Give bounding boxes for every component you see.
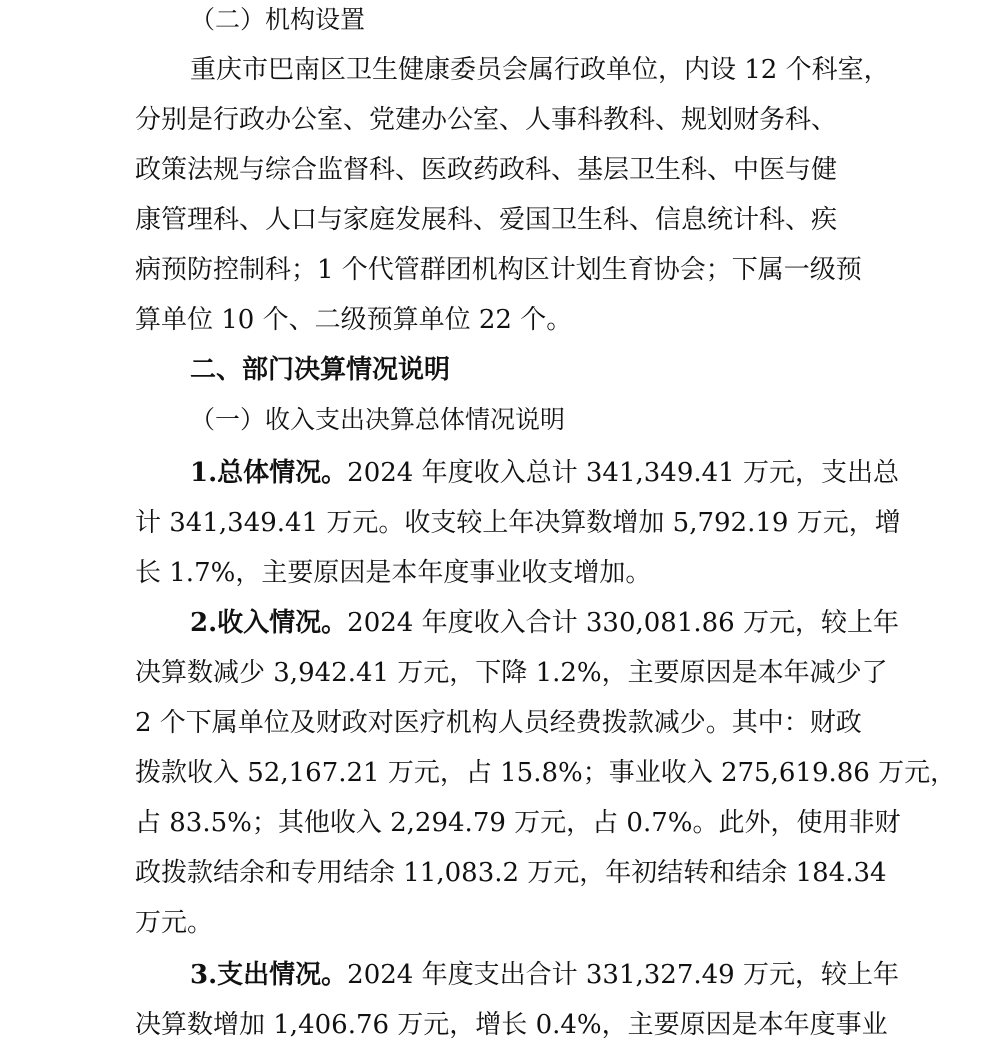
overall-line-3: 长 1.7%，主要原因是本年度事业收支增加。 <box>135 558 652 588</box>
org-line-6: 算单位 10 个、二级预算单位 22 个。 <box>135 305 573 335</box>
org-line-4: 康管理科、人口与家庭发展科、爱国卫生科、信息统计科、疾 <box>135 205 838 235</box>
expense-line-1 <box>190 950 899 1000</box>
section-two-subtitle: （一）收入支出决算总体情况说明 <box>190 405 566 434</box>
income-label: 2.收入情况。 <box>190 608 348 638</box>
income-line-1-text: 2024 年度收入合计 330,081.86 万元，较上年 <box>347 608 899 638</box>
expense-line-1-text: 2024 年度支出合计 331,327.49 万元，较上年 <box>347 960 899 990</box>
income-line-3: 2 个下属单位及财政对医疗机构人员经费拨款减少。其中：财政 <box>135 708 862 738</box>
income-line-2: 决算数减少 3,942.41 万元，下降 1.2%，主要原因是本年减少了 <box>135 658 888 688</box>
income-line-4: 拨款收入 52,167.21 万元，占 15.8%；事业收入 275,619.86 万元， <box>135 758 957 788</box>
income-line-7: 万元。 <box>135 908 214 938</box>
expense-line-2: 决算数增加 1,406.76 万元，增长 0.4%，主要原因是本年度事业 <box>135 1010 888 1040</box>
income-line-5: 占 83.5%；其他收入 2,294.79 万元，占 0.7%。此外，使用非财 <box>135 808 901 838</box>
org-line-2: 分别是行政办公室、党建办公室、人事科教科、规划财务科、 <box>135 105 838 135</box>
section-two-title: 二、部门决算情况说明 <box>190 355 451 385</box>
income-line-1 <box>190 598 899 648</box>
overall-label: 1.总体情况。 <box>190 458 348 488</box>
org-line-1: 重庆市巴南区卫生健康委员会属行政单位，内设 12 个科室， <box>190 55 890 85</box>
section-org-title: （二）机构设置 <box>190 5 366 34</box>
overall-line-2: 计 341,349.41 万元。收支较上年决算数增加 5,792.19 万元，增 <box>135 508 901 538</box>
org-line-5: 病预防控制科；1 个代管群团机构区计划生育协会；下属一级预 <box>135 255 862 285</box>
overall-line-1 <box>190 448 899 498</box>
org-line-3: 政策法规与综合监督科、医政药政科、基层卫生科、中医与健 <box>135 155 838 185</box>
overall-line-1-text: 2024 年度收入总计 341,349.41 万元，支出总 <box>347 458 899 488</box>
income-line-6: 政拨款结余和专用结余 11,083.2 万元，年初结转和结余 184.34 <box>135 858 887 888</box>
expense-label: 3.支出情况。 <box>190 960 348 990</box>
